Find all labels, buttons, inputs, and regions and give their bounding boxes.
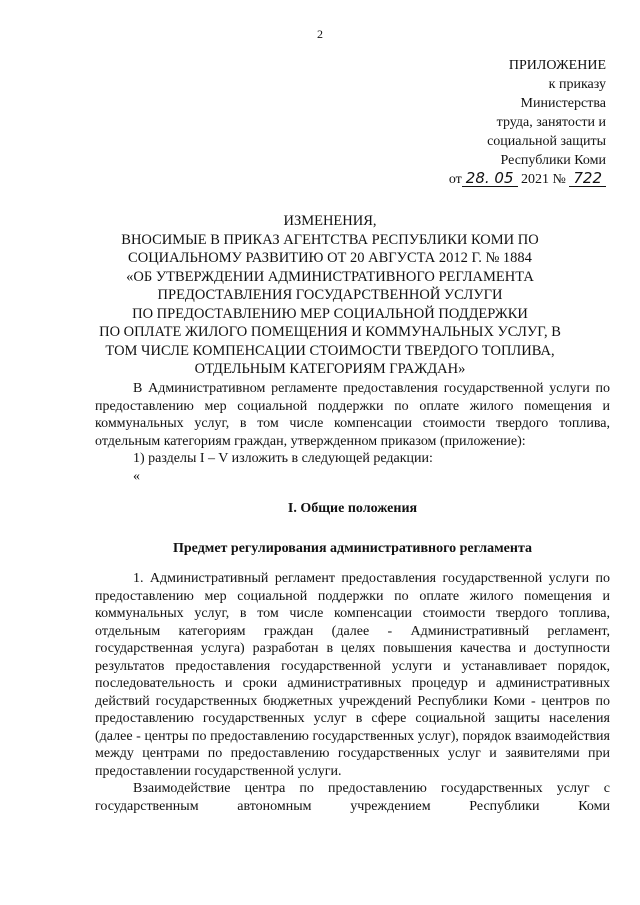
title-line: СОЦИАЛЬНОМУ РАЗВИТИЮ ОТ 20 АВГУСТА 2012 Г. № 1884 — [128, 250, 532, 266]
document-body — [95, 380, 610, 485]
year-number-label: 2021 № — [521, 172, 566, 187]
title-line: ИЗМЕНЕНИЯ, — [283, 213, 377, 229]
page-number: 2 — [317, 27, 323, 41]
appendix-line: социальной защиты — [487, 134, 606, 149]
paragraph-1: 1. Административный регламент предоставления государственной услуги по предоставлению мер социальной поддержки по оплате жилого помещения и коммунальных услуг, в том числе компенсации стоимости твердого топлива, отдельным категориям граждан (далее - Административный регламент, государственная услуга) разработан в целях повышения качества и доступности результатов предоставления государственной услуги и устанавливает порядок, последовательность и сроки административных процедур и административных действий государственных бюджетных учреждений Республики Коми - центров по предоставлению государственных услуг в сфере социальной защиты населения (далее - центры по предоставлению государственных услуг), порядок взаимодействия между центрами по предоставлению государственных услуг и заявителями при предоставлении государственной услуги. — [95, 571, 610, 779]
title-line: ТОМ ЧИСЛЕ КОМПЕНСАЦИИ СТОИМОСТИ ТВЕРДОГО ТОПЛИВА, — [105, 342, 555, 359]
appendix-line: Республики Коми — [500, 153, 606, 168]
title-line: ПО ПРЕДОСТАВЛЕНИЮ МЕР СОЦИАЛЬНОЙ ПОДДЕРЖКИ — [132, 305, 528, 322]
section-heading: I. Общие положения — [287, 501, 418, 516]
paragraph-2: Взаимодействие центра по предоставлению государственных услуг с государственным автономным учреждением Республики Коми — [95, 781, 610, 814]
title-line: ОТДЕЛЬНЫМ КАТЕГОРИЯМ ГРАЖДАН» — [194, 361, 466, 377]
handwritten-order-number: 722 — [569, 171, 606, 187]
title-line: ПО ОПЛАТЕ ЖИЛОГО ПОМЕЩЕНИЯ И КОММУНАЛЬНЫХ УСЛУГ, В — [99, 324, 561, 340]
appendix-date-line — [366, 170, 606, 189]
main-text — [95, 570, 610, 815]
intro-paragraph: В Административном регламенте предоставления государственной услуги по предоставлению мер социальной поддержки по оплате жилого помещения и коммунальных услуг, в том числе компенсации стоимости твердого топлива, отдельным категориям граждан, утвержденном приказом (приложение): — [95, 381, 610, 449]
appendix-line: к приказу — [548, 77, 606, 92]
appendix-line: Министерства — [520, 96, 606, 111]
title-line: ВНОСИМЫЕ В ПРИКАЗ АГЕНТСТВА РЕСПУБЛИКИ КОМИ ПО — [121, 231, 539, 248]
list-item-1: 1) разделы I – V изложить в следующей редакции: — [133, 451, 433, 466]
date-prefix: от — [448, 172, 462, 187]
subsection-heading: Предмет регулирования административного регламента — [173, 541, 532, 556]
title-line: «ОБ УТВЕРЖДЕНИИ АДМИНИСТРАТИВНОГО РЕГЛАМЕНТА — [126, 268, 534, 285]
handwritten-date: 28. 05 — [462, 171, 518, 187]
opening-quote: « — [133, 468, 140, 484]
document-title — [90, 212, 570, 379]
appendix-line: труда, занятости и — [496, 115, 606, 130]
title-line: ПРЕДОСТАВЛЕНИЯ ГОСУДАРСТВЕННОЙ УСЛУГИ — [157, 287, 503, 303]
appendix-title: ПРИЛОЖЕНИЕ — [508, 58, 606, 73]
appendix-block — [366, 56, 606, 189]
